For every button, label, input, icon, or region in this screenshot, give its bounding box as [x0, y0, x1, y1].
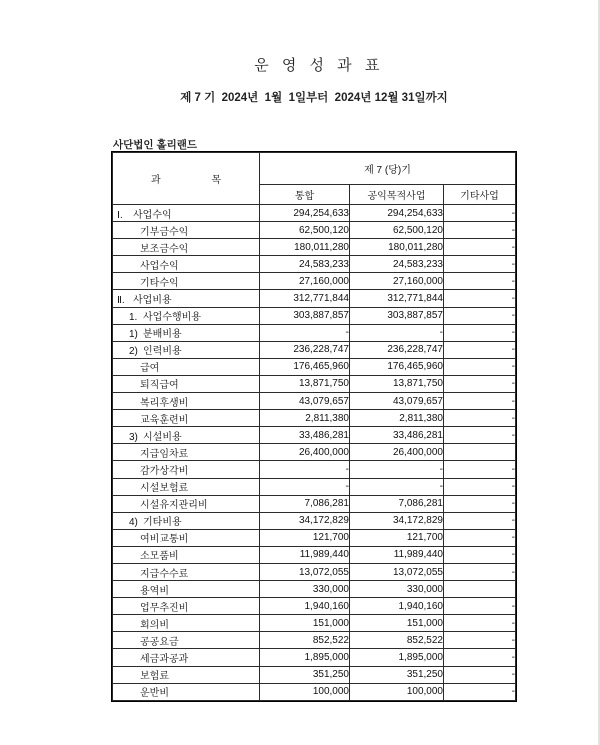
account-label: 시설비용: [143, 431, 182, 443]
account-cell: [113, 307, 260, 324]
amount-cell: 34,172,829: [350, 512, 444, 529]
amount-cell: 11,989,440: [260, 546, 350, 563]
table-header-row-1: [113, 153, 516, 185]
amount-cell: 33,486,281: [260, 427, 350, 444]
table-row: [113, 615, 516, 632]
amount-cell: 27,160,000: [260, 273, 350, 290]
amount-cell: -: [444, 307, 516, 324]
account-cell: [113, 683, 260, 700]
account-label: 보험료: [140, 671, 169, 683]
amount-cell: 852,522: [350, 632, 444, 649]
amount-cell: 13,072,055: [260, 563, 350, 580]
amount-cell: -: [444, 632, 516, 649]
account-label: 세금과공과: [140, 653, 189, 665]
table-row: [113, 581, 516, 598]
table-row: [113, 273, 516, 290]
amount-cell: -: [444, 273, 516, 290]
amount-cell: 330,000: [260, 581, 350, 598]
account-label: 시설보험료: [140, 483, 189, 495]
document-title: 운 영 성 과 표: [254, 57, 384, 74]
amount-cell: [444, 444, 516, 461]
amount-cell: 303,887,857: [350, 307, 444, 324]
account-cell: [113, 393, 260, 410]
amount-cell: -: [444, 358, 516, 375]
amount-cell: -: [444, 375, 516, 392]
account-label: 지급수수료: [140, 568, 189, 580]
amount-cell: 852,522: [260, 632, 350, 649]
amount-cell: -: [444, 393, 516, 410]
account-cell: [113, 273, 260, 290]
amount-cell: 180,011,280: [350, 239, 444, 256]
account-cell: [113, 495, 260, 512]
operating-statement-table: [112, 152, 516, 701]
amount-cell: 26,400,000: [260, 444, 350, 461]
account-label: 기타비용: [143, 517, 182, 529]
amount-cell: 100,000: [260, 683, 350, 700]
account-cell: [113, 581, 260, 598]
amount-cell: -: [444, 427, 516, 444]
amount-cell: 34,172,829: [260, 512, 350, 529]
amount-cell: -: [444, 666, 516, 683]
amount-cell: 100,000: [350, 683, 444, 700]
amount-cell: 43,079,657: [260, 393, 350, 410]
account-cell: [113, 563, 260, 580]
account-cell: [113, 256, 260, 273]
amount-cell: -: [260, 324, 350, 341]
amount-cell: 151,000: [260, 615, 350, 632]
amount-cell: 1,895,000: [260, 649, 350, 666]
amount-cell: 7,086,281: [260, 495, 350, 512]
amount-cell: 176,465,960: [260, 358, 350, 375]
amount-cell: 1,940,160: [350, 598, 444, 615]
amount-cell: 27,160,000: [350, 273, 444, 290]
table-row: [113, 290, 516, 307]
account-label: 사업수행비용: [143, 312, 201, 324]
column-header-public-benefit: 공익목적사업: [350, 185, 444, 205]
amount-cell: -: [350, 461, 444, 478]
table-row: [113, 649, 516, 666]
account-cell: [113, 427, 260, 444]
account-label: 보조금수익: [140, 243, 189, 255]
account-cell: [113, 341, 260, 358]
table-row: [113, 529, 516, 546]
table-row: [113, 410, 516, 427]
table-row: [113, 427, 516, 444]
account-marker: Ⅱ.: [117, 295, 125, 307]
amount-cell: 26,400,000: [350, 444, 444, 461]
amount-cell: -: [444, 205, 516, 222]
amount-cell: 180,011,280: [260, 239, 350, 256]
account-header-text: [151, 171, 221, 186]
account-label: 운반비: [140, 688, 169, 700]
organization-name: 사단법인 홀리랜드: [113, 139, 198, 151]
amount-cell: -: [444, 222, 516, 239]
table-row: [113, 222, 516, 239]
account-label: 사업수익: [140, 260, 179, 272]
table-row: [113, 256, 516, 273]
amount-cell: -: [260, 478, 350, 495]
account-label: 시설유지관리비: [140, 500, 208, 512]
account-marker: 1): [129, 329, 138, 341]
account-label: 업무추진비: [140, 602, 189, 614]
amount-cell: 7,086,281: [350, 495, 444, 512]
amount-cell: 351,250: [260, 666, 350, 683]
amount-cell: 312,771,844: [350, 290, 444, 307]
column-header-other-business: 기타사업: [444, 185, 516, 205]
account-label: 기부금수익: [140, 226, 189, 238]
amount-cell: 13,871,750: [260, 375, 350, 392]
account-label: 감가상각비: [140, 465, 189, 477]
account-label: 여비교통비: [140, 534, 189, 546]
amount-cell: -: [444, 495, 516, 512]
amount-cell: 13,871,750: [350, 375, 444, 392]
table-row: [113, 546, 516, 563]
amount-cell: 33,486,281: [350, 427, 444, 444]
account-cell: [113, 598, 260, 615]
account-label: 급여: [140, 363, 160, 375]
amount-cell: -: [444, 341, 516, 358]
table-row: [113, 341, 516, 358]
table-row: [113, 375, 516, 392]
amount-cell: 303,887,857: [260, 307, 350, 324]
table-row: [113, 307, 516, 324]
table-row: [113, 393, 516, 410]
account-cell: [113, 546, 260, 563]
table-row: [113, 598, 516, 615]
account-header-first: 과: [151, 175, 161, 186]
account-label: 지급임차료: [140, 448, 189, 460]
amount-cell: 11,989,440: [350, 546, 444, 563]
amount-cell: 1,895,000: [350, 649, 444, 666]
account-header-second: 목: [211, 175, 221, 186]
account-cell: [113, 615, 260, 632]
amount-cell: 236,228,747: [350, 341, 444, 358]
amount-cell: 2,811,380: [260, 410, 350, 427]
account-cell: [113, 512, 260, 529]
amount-cell: -: [444, 598, 516, 615]
account-cell: [113, 461, 260, 478]
account-cell: [113, 290, 260, 307]
amount-cell: -: [444, 512, 516, 529]
account-cell: [113, 444, 260, 461]
amount-cell: 62,500,120: [260, 222, 350, 239]
account-label: 회의비: [140, 619, 169, 631]
amount-cell: 24,583,233: [350, 256, 444, 273]
amount-cell: 1,940,160: [260, 598, 350, 615]
amount-cell: -: [444, 256, 516, 273]
table-row: [113, 358, 516, 375]
table-row: [113, 478, 516, 495]
amount-cell: -: [444, 461, 516, 478]
account-label: 인력비용: [143, 346, 182, 358]
account-label: 소모품비: [140, 551, 179, 563]
amount-cell: -: [350, 324, 444, 341]
account-label: 사업비용: [133, 295, 172, 307]
account-marker: 1.: [129, 312, 138, 324]
account-marker: 4): [129, 517, 138, 529]
table-row: [113, 683, 516, 700]
column-header-total: 통합: [260, 185, 350, 205]
account-cell: [113, 478, 260, 495]
amount-cell: -: [444, 478, 516, 495]
account-label: 기타수익: [140, 277, 179, 289]
amount-cell: -: [444, 546, 516, 563]
amount-cell: -: [444, 563, 516, 580]
table-row: [113, 495, 516, 512]
amount-cell: -: [444, 649, 516, 666]
account-marker: 2): [129, 346, 138, 358]
account-cell: [113, 324, 260, 341]
account-cell: [113, 205, 260, 222]
amount-cell: -: [260, 461, 350, 478]
amount-cell: -: [444, 683, 516, 700]
amount-cell: 351,250: [350, 666, 444, 683]
account-label: 사업수익: [133, 209, 172, 221]
amount-cell: -: [444, 410, 516, 427]
account-label: 교육훈련비: [140, 414, 189, 426]
amount-cell: 13,072,055: [350, 563, 444, 580]
account-label: 분배비용: [143, 329, 182, 341]
account-cell: [113, 358, 260, 375]
table-row: [113, 239, 516, 256]
amount-cell: 121,700: [260, 529, 350, 546]
amount-cell: -: [444, 290, 516, 307]
account-cell: [113, 649, 260, 666]
table-row: [113, 205, 516, 222]
amount-cell: 294,254,633: [260, 205, 350, 222]
account-cell: [113, 222, 260, 239]
amount-cell: 24,583,233: [260, 256, 350, 273]
amount-cell: -: [444, 529, 516, 546]
amount-cell: 43,079,657: [350, 393, 444, 410]
amount-cell: 236,228,747: [260, 341, 350, 358]
account-marker: Ⅰ.: [117, 209, 123, 221]
table-row: [113, 563, 516, 580]
amount-cell: 121,700: [350, 529, 444, 546]
table-row: [113, 444, 516, 461]
account-cell: [113, 529, 260, 546]
report-period: 제 7 기 2024년 1월 1일부터 2024년 12월 31일까지: [180, 92, 448, 104]
period-group-header: 제 7 (당)기: [260, 153, 516, 185]
table-body: [113, 205, 516, 701]
amount-cell: -: [444, 324, 516, 341]
table-row: [113, 666, 516, 683]
amount-cell: 176,465,960: [350, 358, 444, 375]
amount-cell: 62,500,120: [350, 222, 444, 239]
account-cell: [113, 666, 260, 683]
table-row: [113, 632, 516, 649]
table-row: [113, 512, 516, 529]
table-row: [113, 324, 516, 341]
account-label: 용역비: [140, 585, 169, 597]
amount-cell: 294,254,633: [350, 205, 444, 222]
account-cell: [113, 375, 260, 392]
amount-cell: 312,771,844: [260, 290, 350, 307]
account-label: 퇴직급여: [140, 380, 179, 392]
account-cell: [113, 632, 260, 649]
amount-cell: -: [444, 615, 516, 632]
account-column-header: [113, 153, 260, 205]
amount-cell: -: [350, 478, 444, 495]
amount-cell: 151,000: [350, 615, 444, 632]
amount-cell: 330,000: [350, 581, 444, 598]
account-marker: 3): [129, 431, 138, 443]
amount-cell: -: [444, 239, 516, 256]
account-cell: [113, 410, 260, 427]
account-label: 공공요금: [140, 636, 179, 648]
account-label: 복리후생비: [140, 397, 189, 409]
amount-cell: 2,811,380: [350, 410, 444, 427]
table-row: [113, 461, 516, 478]
amount-cell: [444, 581, 516, 598]
account-cell: [113, 239, 260, 256]
